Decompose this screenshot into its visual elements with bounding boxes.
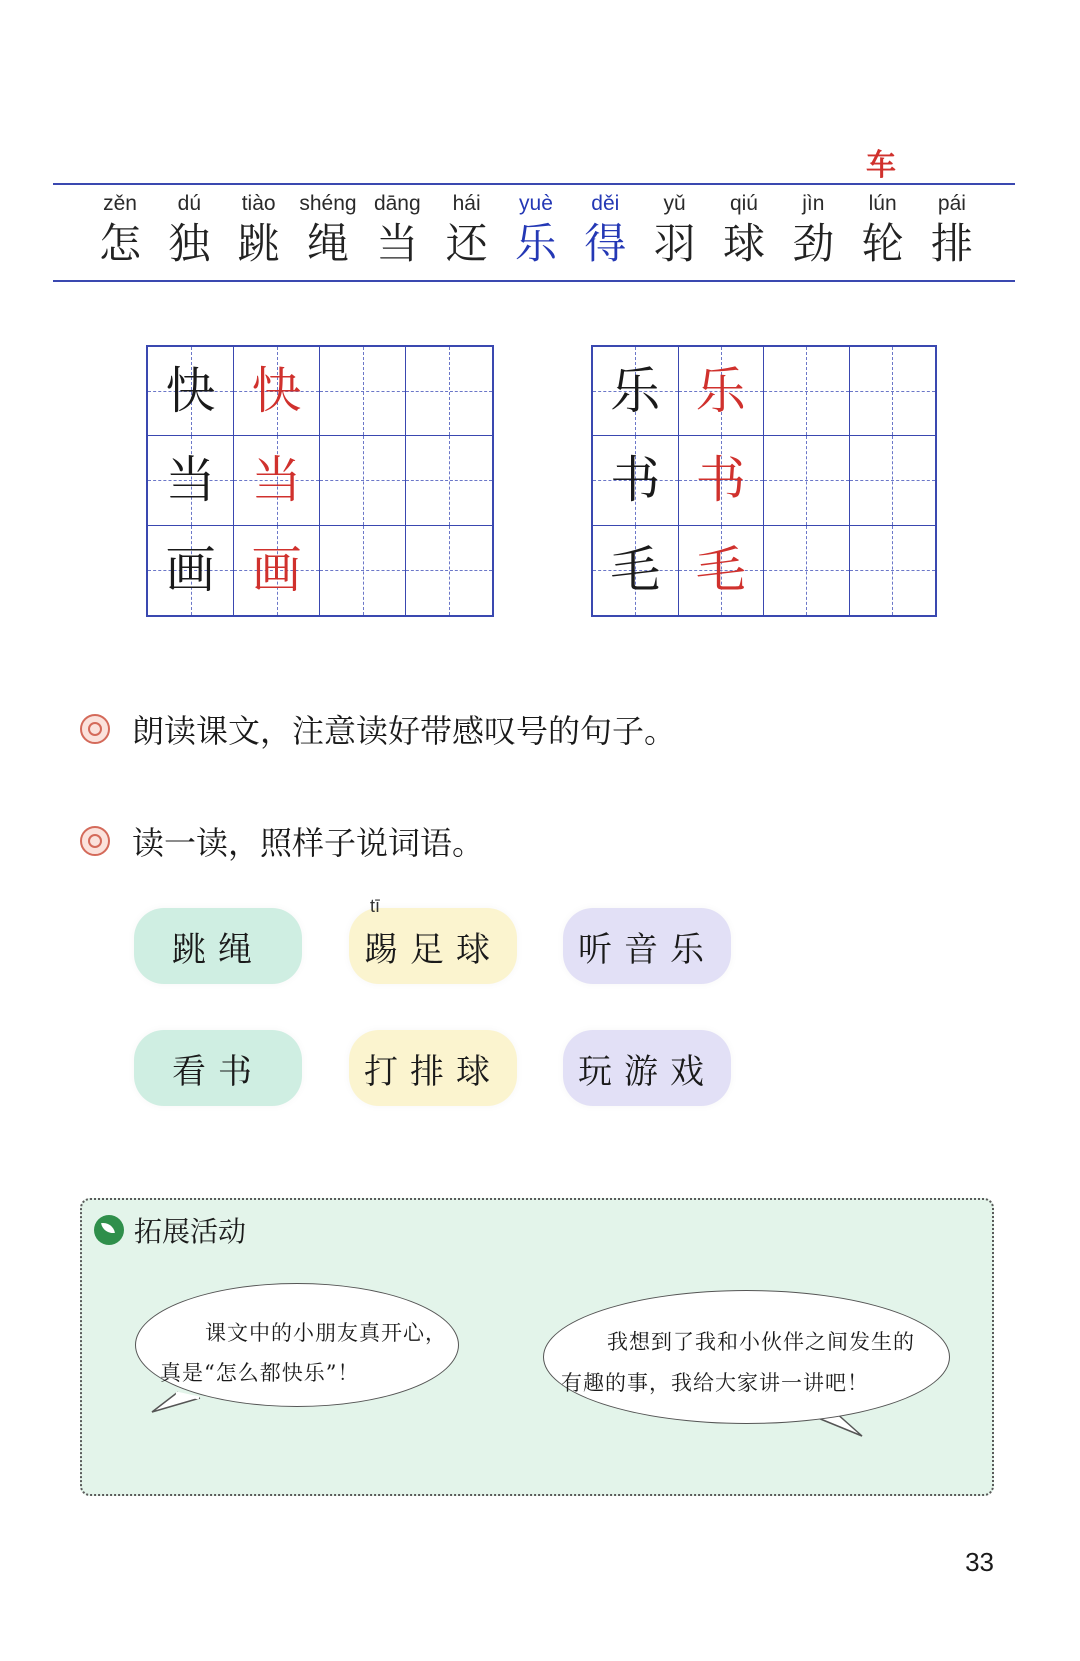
trace-character: 书 (695, 451, 746, 510)
character-hanzi: 绳 (306, 219, 349, 268)
trace-character: 当 (251, 451, 302, 510)
model-character: 乐 (610, 362, 661, 421)
character-pinyin: děi (591, 192, 620, 215)
bubble-left-line-2: 真是“怎么都快乐”！ (160, 1361, 360, 1385)
instruction-text: 读一读，照样子说词语。 (132, 825, 485, 861)
page-number: 33 (965, 1547, 994, 1577)
model-character: 当 (165, 451, 216, 510)
trace-character: 乐 (695, 362, 746, 421)
character-hanzi: 怎 (98, 219, 141, 268)
character-hanzi: 得 (584, 219, 627, 268)
character-pinyin: zěn (103, 192, 137, 215)
model-character: 书 (610, 451, 661, 510)
character-pinyin: dú (177, 192, 201, 215)
character-pinyin: jìn (802, 192, 825, 215)
word-text: 看书 (172, 1051, 264, 1092)
character-pinyin: qiú (729, 192, 758, 215)
word-text: 玩游戏 (578, 1051, 716, 1092)
trace-character: 快 (251, 362, 302, 421)
character-pinyin: yuè (519, 192, 553, 215)
character-hanzi: 跳 (237, 219, 280, 268)
bubble-right-line-1: 我想到了我和小伙伴之间发生的 (607, 1330, 915, 1354)
character-hanzi: 排 (930, 219, 973, 268)
word-text: 跳绳 (172, 929, 264, 970)
character-hanzi: 劲 (792, 219, 835, 268)
character-hanzi: 羽 (653, 219, 696, 268)
word-text: 踢足球 (364, 929, 502, 970)
character-hanzi: 独 (168, 219, 211, 268)
bubble-right-line-2: 有趣的事，我给大家讲一讲吧！ (561, 1371, 869, 1395)
model-character: 毛 (610, 541, 661, 600)
character-hanzi: 当 (376, 219, 419, 268)
character-pinyin: pái (937, 192, 966, 215)
instruction-text: 朗读课文，注意读好带感叹号的句子。 (132, 713, 677, 749)
word-text: 听音乐 (578, 929, 716, 970)
model-character: 快 (165, 362, 216, 421)
character-hanzi: 乐 (514, 219, 557, 268)
trace-character: 画 (251, 541, 302, 600)
model-character: 画 (165, 541, 216, 600)
character-pinyin: lún (868, 192, 897, 215)
character-hanzi: 球 (722, 219, 765, 268)
character-pinyin: dāng (373, 192, 421, 215)
extension-activity-title: 拓展活动 (134, 1216, 247, 1247)
character-pinyin: yǔ (663, 192, 686, 215)
character-hanzi: 还 (445, 219, 488, 268)
character-pinyin: tiào (241, 192, 276, 215)
word-text: 打排球 (364, 1051, 502, 1092)
character-pinyin: shéng (299, 192, 357, 215)
trace-character: 毛 (695, 541, 746, 600)
radical-hint: 车 (866, 148, 896, 183)
character-hanzi: 轮 (861, 219, 904, 268)
character-pinyin: hái (452, 192, 481, 215)
bubble-left-line-1: 课文中的小朋友真开心， (205, 1321, 447, 1345)
word-pinyin: tī (370, 895, 381, 916)
